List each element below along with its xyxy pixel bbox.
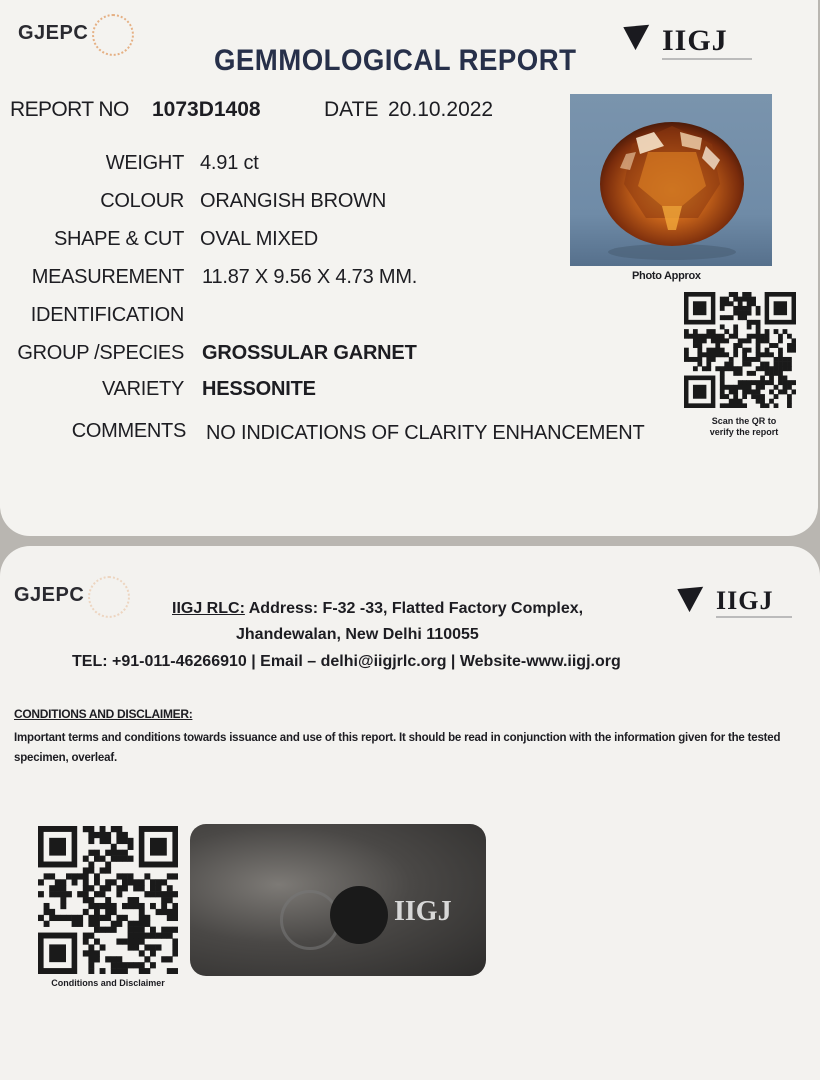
date-value: 20.10.2022	[388, 98, 494, 121]
lab-address-line-1	[172, 600, 583, 618]
gjepc-emblem-icon	[92, 14, 134, 56]
photo-caption: Photo Approx	[632, 270, 701, 282]
iigj-logo-text: IIGJ	[716, 586, 774, 615]
conditions-title: CONDITIONS AND DISCLAIMER:	[14, 707, 193, 721]
lab-address-line-2: Jhandewalan, New Delhi 110055	[236, 626, 479, 643]
field-label: IDENTIFICATION	[30, 304, 184, 326]
verify-qr-code-icon	[684, 292, 796, 408]
field-value: NO INDICATIONS OF CLARITY ENHANCEMENT	[206, 422, 645, 444]
field-value: 4.91 ct	[200, 152, 259, 174]
lab-org-name: IIGJ RLC:	[172, 600, 245, 617]
iigj-logo	[716, 586, 773, 616]
field-value: 11.87 X 9.56 X 4.73 MM.	[202, 266, 418, 288]
date-label: DATE	[324, 98, 379, 121]
hologram-label: IIGJ	[394, 896, 452, 927]
security-hologram	[190, 824, 486, 976]
field-label: VARIETY	[102, 378, 184, 400]
gjepc-logo	[14, 584, 84, 607]
report-no-value: 1073D1408	[152, 98, 261, 121]
conditions-qr-caption: Conditions and Disclaimer	[51, 978, 165, 988]
iigj-arrow-icon	[623, 16, 656, 50]
field-label: COLOUR	[100, 190, 184, 212]
iigj-logo-underline	[716, 616, 792, 618]
gemstone-icon	[570, 94, 772, 266]
lab-address-text: Address: F-32 -33, Flatted Factory Complex,	[248, 600, 584, 617]
gjepc-logo	[18, 22, 88, 45]
report-title: GEMMOLOGICAL REPORT	[214, 44, 577, 77]
qr-caption-line-2: verify the report	[709, 427, 779, 437]
iigj-arrow-icon	[677, 578, 710, 612]
field-value: OVAL MIXED	[200, 228, 319, 250]
report-front-card	[0, 0, 818, 536]
field-label: MEASUREMENT	[31, 266, 184, 288]
qr-verify-caption	[696, 416, 792, 438]
gjepc-logo-text: GJEPC	[18, 22, 89, 44]
field-label: WEIGHT	[105, 152, 184, 174]
gjepc-logo-text: GJEPC	[14, 584, 85, 606]
gem-photo	[570, 94, 772, 266]
field-label: GROUP /SPECIES	[17, 342, 184, 364]
lab-contact-line: TEL: +91-011-46266910 | Email – delhi@iigjrlc.org | Website-www.iigj.org	[72, 653, 621, 670]
gjepc-emblem-icon	[88, 576, 130, 618]
qr-caption-line-1: Scan the QR to	[711, 416, 777, 426]
field-label: SHAPE & CUT	[53, 228, 184, 250]
field-value: GROSSULAR GARNET	[202, 342, 417, 364]
iigj-logo-text: IIGJ	[662, 24, 728, 57]
field-value: HESSONITE	[202, 378, 316, 400]
iigj-logo	[662, 24, 728, 58]
conditions-qr-code-icon	[38, 826, 178, 974]
field-label: COMMENTS	[71, 420, 186, 442]
hologram-disc-icon	[330, 886, 388, 944]
conditions-text: Important terms and conditions towards issuance and use of this report. It should be read in conjunction with the information given for the tested specimen, overleaf.	[14, 732, 781, 764]
report-no-label: REPORT NO	[10, 98, 129, 121]
iigj-logo-underline	[662, 58, 752, 60]
field-value: ORANGISH BROWN	[200, 190, 387, 212]
